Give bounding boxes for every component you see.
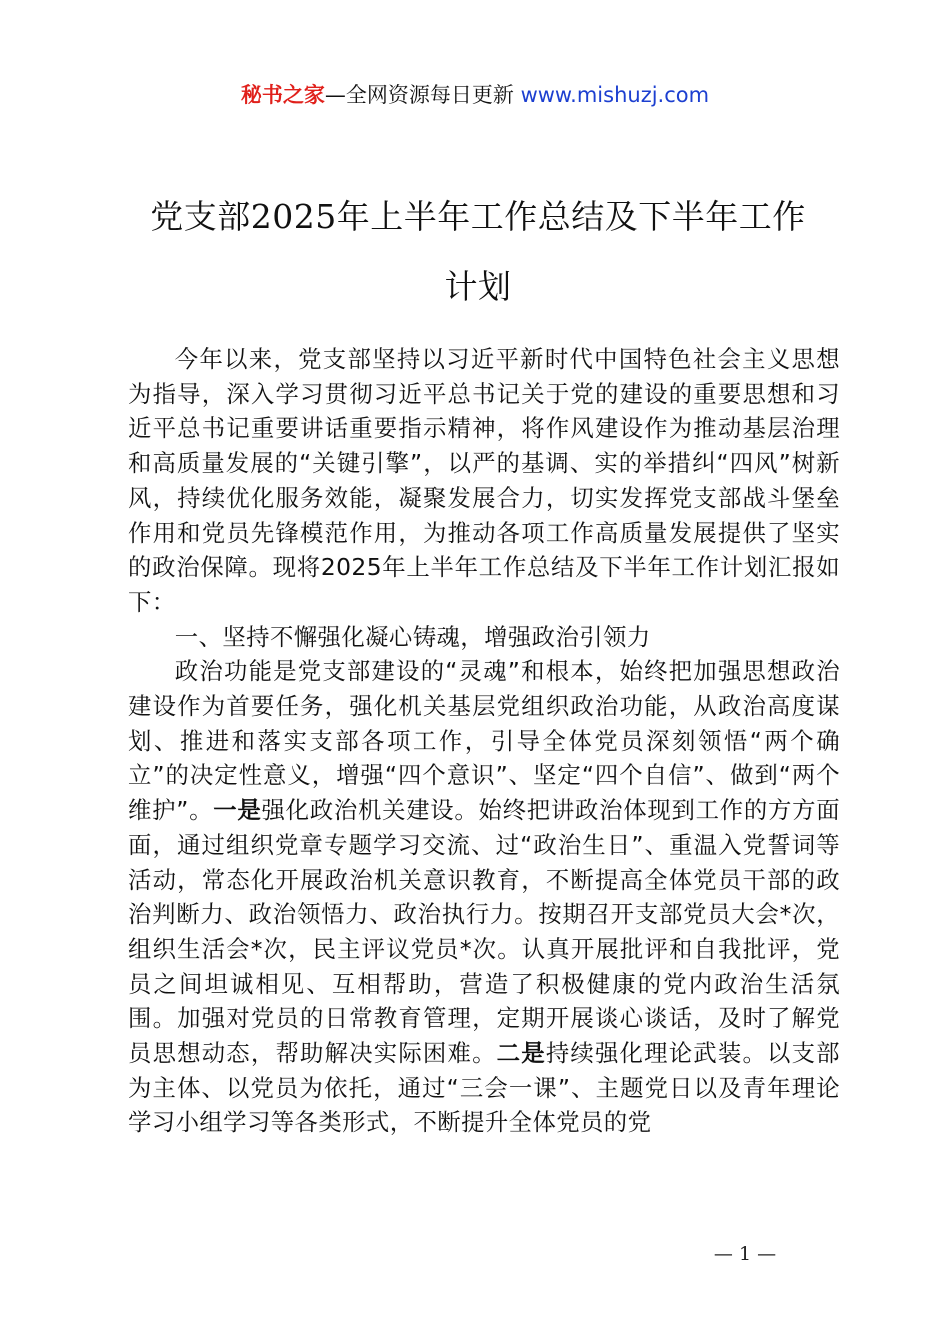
- section-1-heading: 一、坚持不懈强化凝心铸魂，增强政治引领力: [174, 622, 651, 651]
- site-banner: [0, 80, 950, 110]
- title-line-2: 计划: [444, 267, 512, 306]
- document-title: [128, 182, 828, 322]
- section-1-text-a: 政治功能是党支部建设的“灵魂”和根本，始终把加强思想政治建设作为首要任务，强化机关基层党组织政治功能，从政治高度谋划、推进和落实支部各项工作，引导全体党员深刻领悟“两个确立”的决定性意义，增强“四个意识”、坚定“四个自信”、做到“两个维护”。: [128, 657, 840, 825]
- point-2-label: 二是: [496, 1039, 546, 1068]
- banner-url[interactable]: www.mishuzj.com: [520, 83, 710, 107]
- document-body: [128, 342, 840, 1140]
- point-1-label: 一是: [213, 796, 262, 825]
- brand-name: 秘书之家: [240, 83, 325, 107]
- section-1-text-c: 持续强化理论武装。以支部为主体、以党员为依托，通过“三会一课”、主题党日以及青年理论学习小组学习等各类形式，不断提升全体党员的党: [128, 1039, 840, 1137]
- section-1-text-b: 强化政治机关建设。始终把讲政治体现到工作的方方面面，通过组织党章专题学习交流、过“政治生日”、重温入党誓词等活动，常态化开展政治机关意识教育，不断提高全体党员干部的政治判断力、政治领悟力、政治执行力。按期召开支部党员大会*次，组织生活会*次，民主评议党员*次。认真开展批评和自我批评，党员之间坦诚相见、互相帮助，营造了积极健康的党内政治生活氛围。加强对党员的日常教育管理，定期开展谈心谈话，及时了解党员思想动态，帮助解决实际困难。: [128, 796, 841, 1068]
- page-number: — 1 —: [713, 1243, 777, 1265]
- title-line-1: 党支部2025年上半年工作总结及下半年工作: [150, 197, 806, 236]
- section-1-paragraph: [128, 654, 840, 1140]
- intro-paragraph: 今年以来，党支部坚持以习近平新时代中国特色社会主义思想为指导，深入学习贯彻习近平总书记关于党的建设的重要思想和习近平总书记重要讲话重要指示精神，将作风建设作为推动基层治理和高质量发展的“关键引擎”，以严的基调、实的举措纠“四风”树新风，持续优化服务效能，凝聚发展合力，切实发挥党支部战斗堡垒作用和党员先锋模范作用，为推动各项工作高质量发展提供了坚实的政治保障。现将2025年上半年工作总结及下半年工作计划汇报如下：: [128, 345, 840, 616]
- banner-tagline: —全网资源每日更新: [324, 83, 521, 107]
